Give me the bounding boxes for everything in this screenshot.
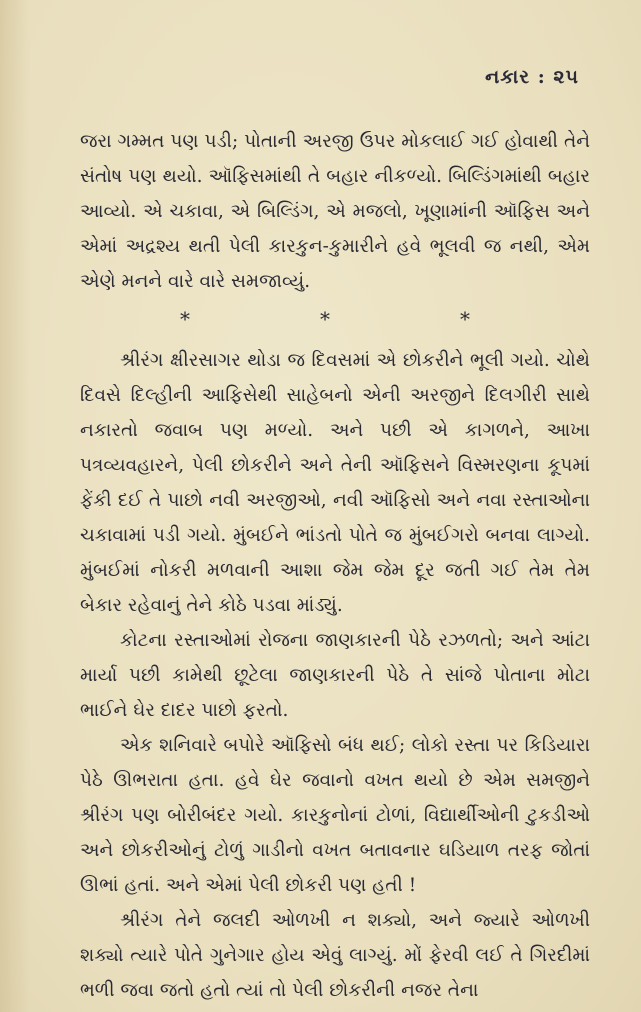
paragraph-3: કોટના રસ્તાઓમાં રોજના જાણકારની પેઠે રઝળતો; અને આંટા માર્યા પછી કામેથી છૂટેલા જાણકારની પેઠે તે સાંજે પોતાના મોટા ભાઈને ઘેર દાદર પાછો ફરતો. xyxy=(80,630,590,721)
section-star: * xyxy=(320,307,330,331)
section-star: * xyxy=(180,307,190,331)
paragraph-4: એક શનિવારે બપોરે ઑફિસો બંધ થઈ; લોકો રસ્તા પર કિડિયારા પેઠે ઊભરાતા હતા. હવે ઘેર જવાનો વખત થયો છે એમ સમજીને શ્રીરંગ પણ બોરીબંદર ગયો. કારકુનોનાં ટોળાં, વિદ્યાર્થીઓની ટુકડીઓ અને છોકરીઓનું ટોળું ગાડીનો વખત બતાવનાર ઘડિયાળ તરફ જોતાં ઊભાં હતાં. અને એમાં પેલી છોકરી પણ હતી ! xyxy=(80,735,590,896)
body-text xyxy=(80,124,590,1008)
running-header: નકાર : ૨૫ xyxy=(485,66,579,88)
section-break xyxy=(180,305,470,333)
paragraph-1: જરા ગમ્મત પણ પડી; પોતાની અરજી ઉપર મોકલાઈ ગઈ હોવાથી તેને સંતોષ પણ થયો. ઑફિસમાંથી તે બહાર નીકળ્યો. બિલ્ડિંગમાંથી બહાર આવ્યો. એ ચકાવા, એ બિલ્ડિંગ, એ મજલો, ખૂણામાંની ઑફિસ અને એમાં અદ્રશ્ય થતી પેલી કારકુન-કુમારીને હવે ભૂલવી જ નથી, એમ એણે મનને વારે વારે સમજાવ્યું. xyxy=(80,131,590,292)
section-star: * xyxy=(460,307,470,331)
paragraph-2: શ્રીરંગ ક્ષીરસાગર થોડા જ દિવસમાં એ છોકરીને ભૂલી ગયો. ચોથે દિવસે દિલ્હીની આફિસેથી સાહેબનો એની અરજીને દિલગીરી સાથે નકારતો જવાબ પણ મળ્યો. અને પછી એ કાગળને, આખા પત્રવ્યવહારને, પેલી છોકરીને અને તેની ઑફિસને વિસ્મરણના કૂપમાં ફેંકી દઈ તે પાછો નવી અરજીઓ, નવી ઑફિસો અને નવા રસ્તાઓના ચકાવામાં પડી ગયો. મુંબઈને ભાંડતો પોતે જ મુંબઈગરો બનવા લાગ્યો. મુંબઈમાં નોકરી મળવાની આશા જેમ જેમ દૂર જતી ગઈ તેમ તેમ બેકાર રહેવાનું તેને કોઠે પડવા માંડ્યું. xyxy=(80,350,590,616)
page-edge-shading xyxy=(0,0,30,1012)
paragraph-5: શ્રીરંગ તેને જલદી ઓળખી ન શક્યો, અને જ્યારે ઓળખી શક્યો ત્યારે પોતે ગુનેગાર હોય એવું લાગ્યું. મોં ફેરવી લઈ તે ગિરદીમાં ભળી જવા જતો હતો ત્યાં તો પેલી છોકરીની નજર તેના xyxy=(80,910,590,1001)
